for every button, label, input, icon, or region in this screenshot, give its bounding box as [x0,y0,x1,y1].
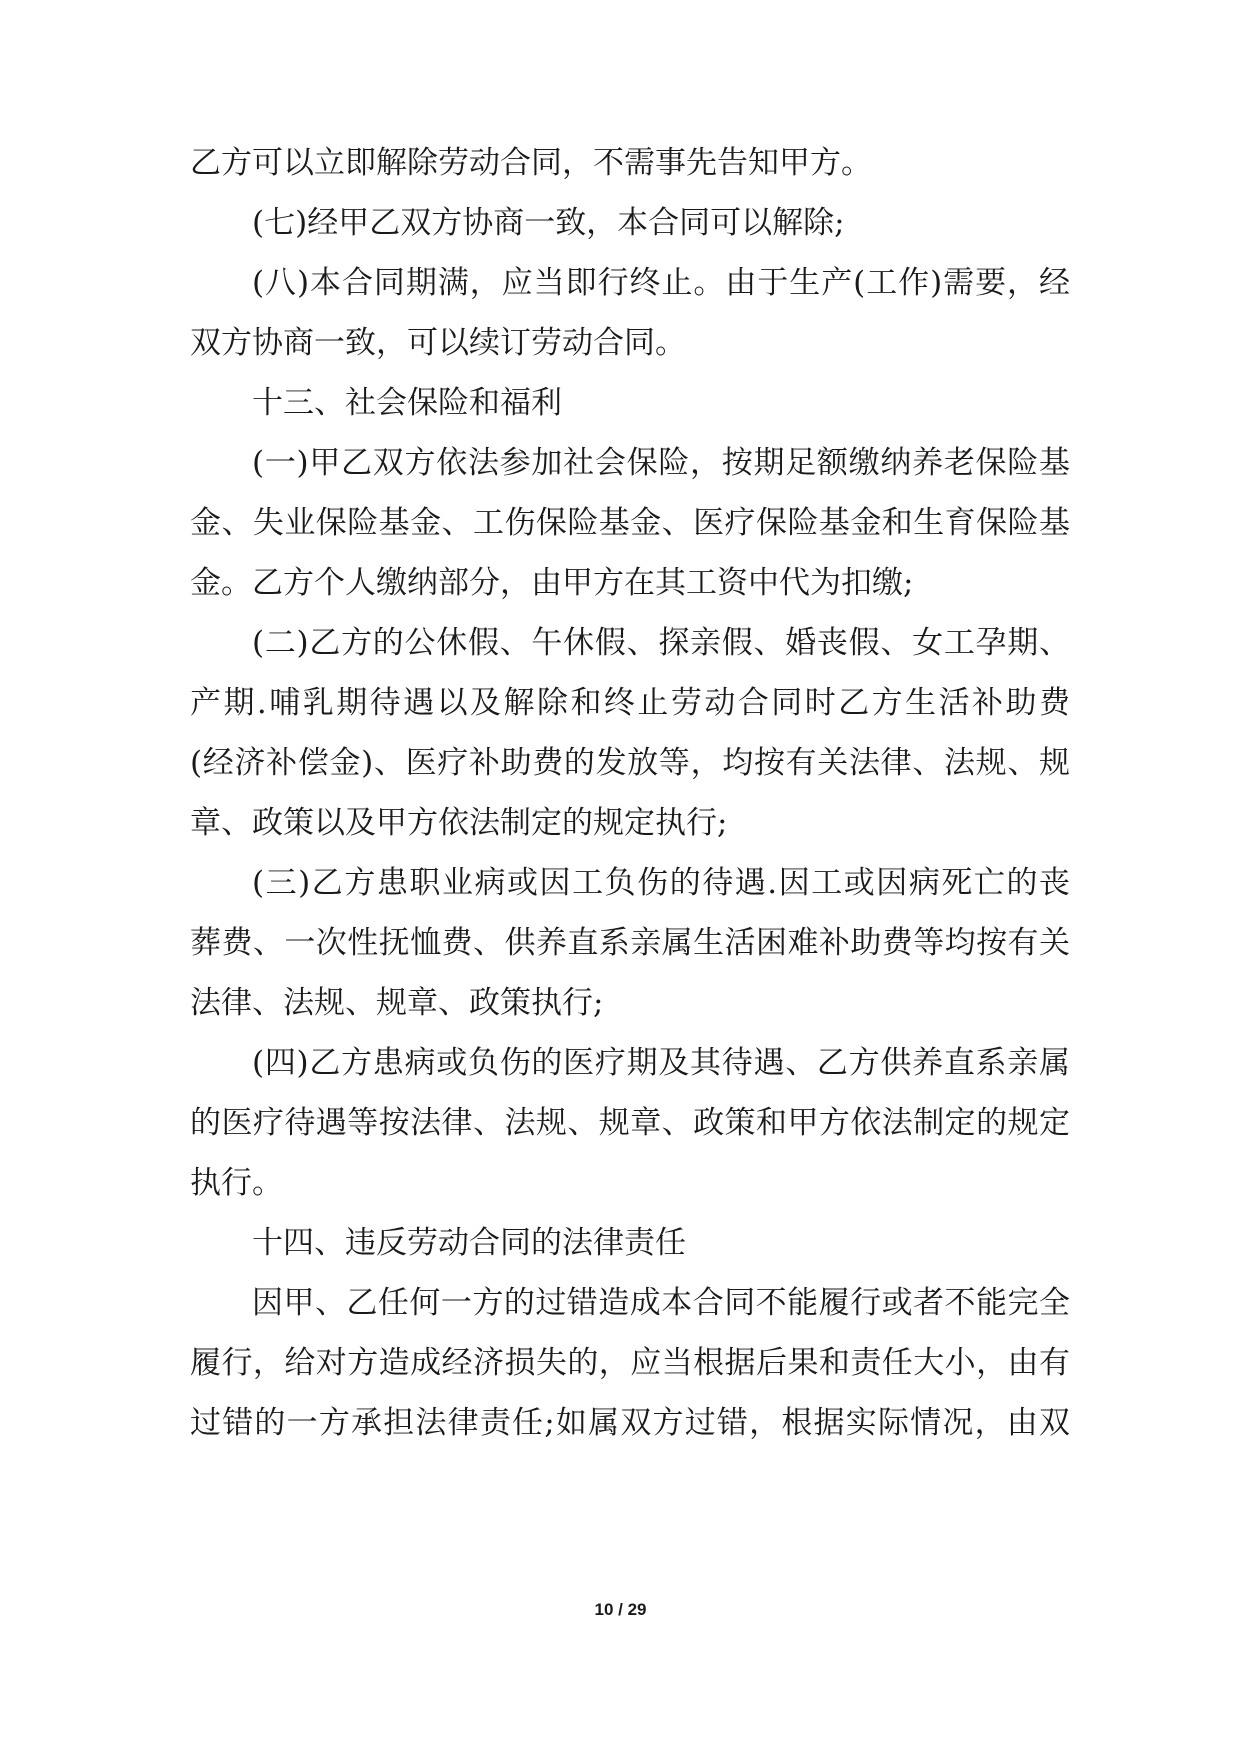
text-line: (四)乙方患病或负伤的医疗期及其待遇、乙方供养直系亲属 [252,1045,1070,1081]
text-line: 葬费、一次性抚恤费、供养直系亲属生活困难补助费等均按有关 [190,925,1070,961]
text-line: 金。乙方个人缴纳部分，由甲方在其工资中代为扣缴; [190,565,914,601]
text-line: (经济补偿金)、医疗补助费的发放等，均按有关法律、法规、规 [190,745,1070,781]
page-number: 10 / 29 [594,1600,647,1619]
text-line: (三)乙方患职业病或因工负伤的待遇.因工或因病死亡的丧 [252,865,1070,901]
text-line: 的医疗待遇等按法律、法规、规章、政策和甲方依法制定的规定 [190,1105,1070,1141]
section-heading: 十三、社会保险和福利 [252,385,562,421]
text-line: 因甲、乙任何一方的过错造成本合同不能履行或者不能完全 [252,1285,1070,1321]
text-line: 过错的一方承担法律责任;如属双方过错，根据实际情况，由双 [190,1405,1070,1441]
text-line: 履行，给对方造成经济损失的，应当根据后果和责任大小，由有 [190,1345,1070,1381]
text-line: (二)乙方的公休假、午休假、探亲假、婚丧假、女工孕期、 [252,625,1070,661]
text-line: (七)经甲乙双方协商一致，本合同可以解除; [252,205,845,241]
text-line: 章、政策以及甲方依法制定的规定执行; [190,805,728,841]
text-line: 产期.哺乳期待遇以及解除和终止劳动合同时乙方生活补助费 [190,685,1070,721]
text-line: 乙方可以立即解除劳动合同，不需事先告知甲方。 [190,145,872,181]
text-line: (八)本合同期满，应当即行终止。由于生产(工作)需要，经 [252,265,1070,301]
text-line: 法律、法规、规章、政策执行; [190,985,604,1021]
text-line: 金、失业保险基金、工伤保险基金、医疗保险基金和生育保险基 [190,505,1070,541]
text-line: 双方协商一致，可以续订劳动合同。 [190,325,686,361]
text-line: 执行。 [190,1165,283,1201]
text-line: (一)甲乙双方依法参加社会保险，按期足额缴纳养老保险基 [252,445,1070,481]
section-heading: 十四、违反劳动合同的法律责任 [252,1225,686,1261]
